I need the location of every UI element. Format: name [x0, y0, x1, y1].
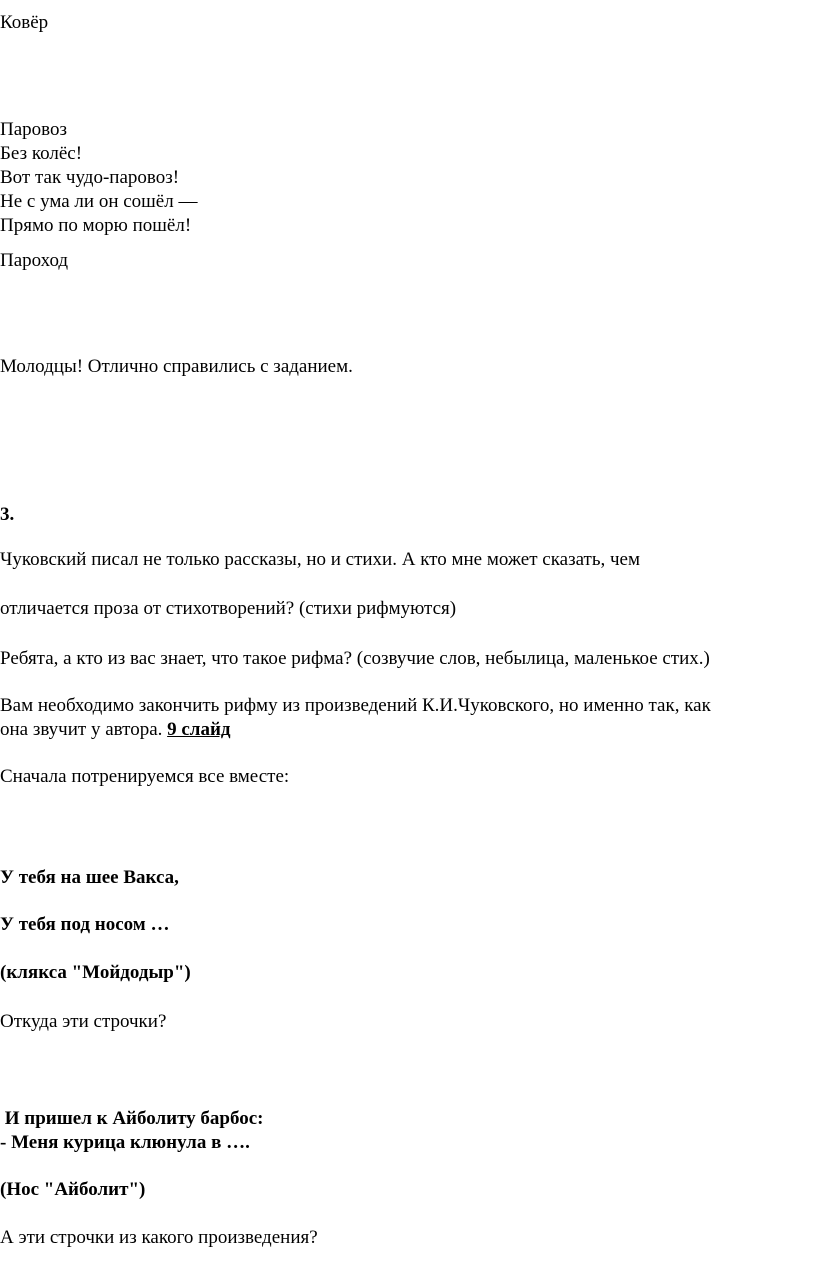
paragraph-1-line-1: Чуковский писал не только рассказы, но и стихи. А кто мне может сказать, чем [0, 549, 641, 570]
answer-parokhod: Пароход [0, 250, 69, 271]
riddle-line-3: Вот так чудо-паровоз! [0, 167, 180, 188]
rhyme-1-line-1: У тебя на шее Вакса, [0, 867, 179, 888]
paragraph-3-line-1: Вам необходимо закончить рифму из произведений К.И.Чуковского, но именно так, как [0, 695, 711, 716]
riddle-line-2: Без колёс! [0, 143, 83, 164]
slide-reference: 9 слайд [167, 719, 231, 740]
riddle-line-1: Паровоз [0, 119, 68, 140]
paragraph-4: Сначала потренируемся все вместе: [0, 766, 290, 787]
riddle-line-4: Не с ума ли он сошёл — [0, 191, 198, 212]
rhyme-2-answer: (Нос "Айболит") [0, 1179, 146, 1200]
rhyme-1-answer: (клякса "Мойдодыр") [0, 962, 191, 983]
section-number: 3. [0, 504, 15, 525]
question-1: Откуда эти строчки? [0, 1011, 167, 1032]
question-2: А эти строчки из какого произведения? [0, 1227, 318, 1248]
answer-kover: Ковёр [0, 12, 49, 33]
paragraph-1-line-2: отличается проза от стихотворений? (стихи рифмуются) [0, 598, 457, 619]
paragraph-3-line-2 [0, 718, 231, 742]
rhyme-2-line-2: - Меня курица клюнула в …. [0, 1132, 250, 1153]
riddle-line-5: Прямо по морю пошёл! [0, 215, 192, 236]
paragraph-3-text: она звучит у автора. [0, 719, 163, 740]
rhyme-2-line-1: И пришел к Айболиту барбос: [0, 1108, 264, 1129]
praise-text: Молодцы! Отлично справились с заданием. [0, 356, 353, 377]
rhyme-1-line-2: У тебя под носом … [0, 914, 170, 935]
paragraph-2: Ребята, а кто из вас знает, что такое рифма? (созвучие слов, небылица, маленькое стих.) [0, 648, 710, 669]
